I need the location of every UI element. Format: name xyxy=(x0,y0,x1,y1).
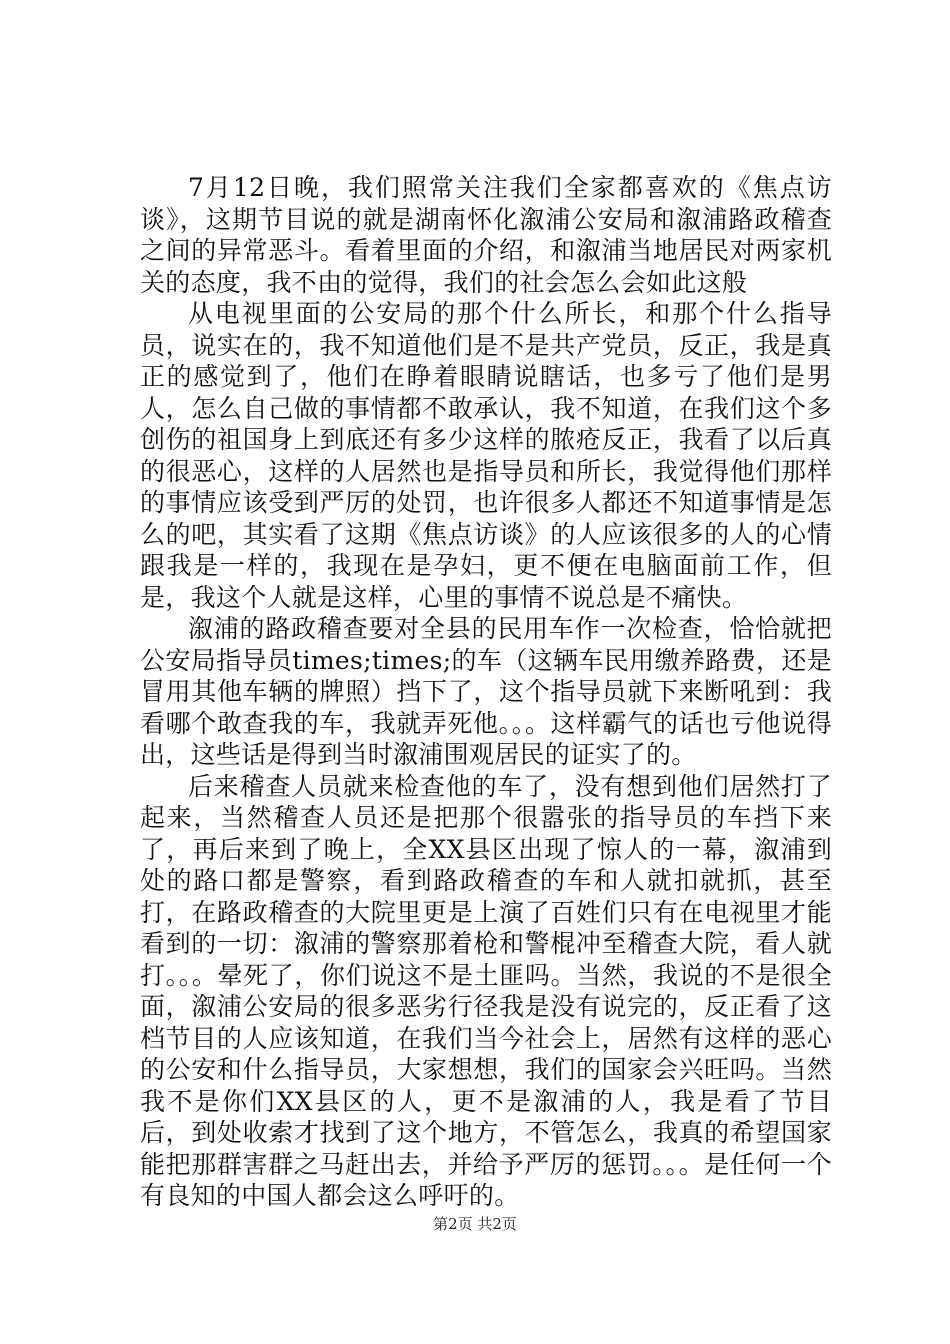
paragraph-2: 从电视里面的公安局的那个什么所长，和那个什么指导员，说实在的，我不知道他们是不是共产党员，反正，我是真正的感觉到了，他们在睁着眼睛说瞎话，也多亏了他们是男人，怎么自己做的事情都不敢承认，我不知道，在我们这个多创伤的祖国身上到底还有多少这样的脓疮反正，我看了以后真的很恶心，这样的人居然也是指导员和所长，我觉得他们那样的事情应该受到严厉的处罚，也许很多人都还不知道事情是怎么的吧，其实看了这期《焦点访谈》的人应该很多的人的心情跟我是一样的，我现在是孕妇，更不便在电脑面前工作，但是，我这个人就是这样，心里的事情不说总是不痛快。 xyxy=(140,299,832,612)
page-footer xyxy=(0,1214,950,1234)
paragraph-1: 7月12日晚，我们照常关注我们全家都喜欢的《焦点访谈》，这期节目说的就是湖南怀化溆浦公安局和溆浦路政稽查之间的异常恶斗。看着里面的介绍，和溆浦当地居民对两家机关的态度，我不由的觉得，我们的社会怎么会如此这般 xyxy=(140,173,832,297)
paragraph-4: 后来稽查人员就来检查他的车了，没有想到他们居然打了起来，当然稽查人员还是把那个很嚣张的指导员的车挡下来了，再后来到了晚上，全XX县区出现了惊人的一幕，溆浦到处的路口都是警察，看到路政稽查的车和人就扣就抓，甚至打，在路政稽查的大院里更是上演了百姓们只有在电视里才能看到的一切：溆浦的警察那着枪和警棍冲至稽查大院，看人就打。。。晕死了，你们说这不是土匪吗。当然，我说的不是很全面，溆浦公安局的很多恶劣行径我是没有说完的，反正看了这档节目的人应该知道，在我们当今社会上，居然有这样的恶心的公安和什么指导员，大家想想，我们的国家会兴旺吗。当然我不是你们XX县区的人，更不是溆浦的人，我是看了节目后，到处收索才找到了这个地方，不管怎么，我真的希望国家能把那群害群之马赶出去，并给予严厉的惩罚。。。是任何一个有良知的中国人都会这么呼吁的。 xyxy=(140,771,832,1210)
paragraph-3: 溆浦的路政稽查要对全县的民用车作一次检查，恰恰就把公安局指导员times;times;的车（这辆车民用缴养路费，还是冒用其他车辆的牌照）挡下了，这个指导员就下来断吼到：我看哪个敢查我的车，我就弄死他。。。这样霸气的话也亏他说得出，这些话是得到当时溆浦围观居民的证实了的。 xyxy=(140,614,832,769)
page-number-label: 第2页 共2页 xyxy=(433,1215,517,1233)
document-body xyxy=(140,172,832,1212)
